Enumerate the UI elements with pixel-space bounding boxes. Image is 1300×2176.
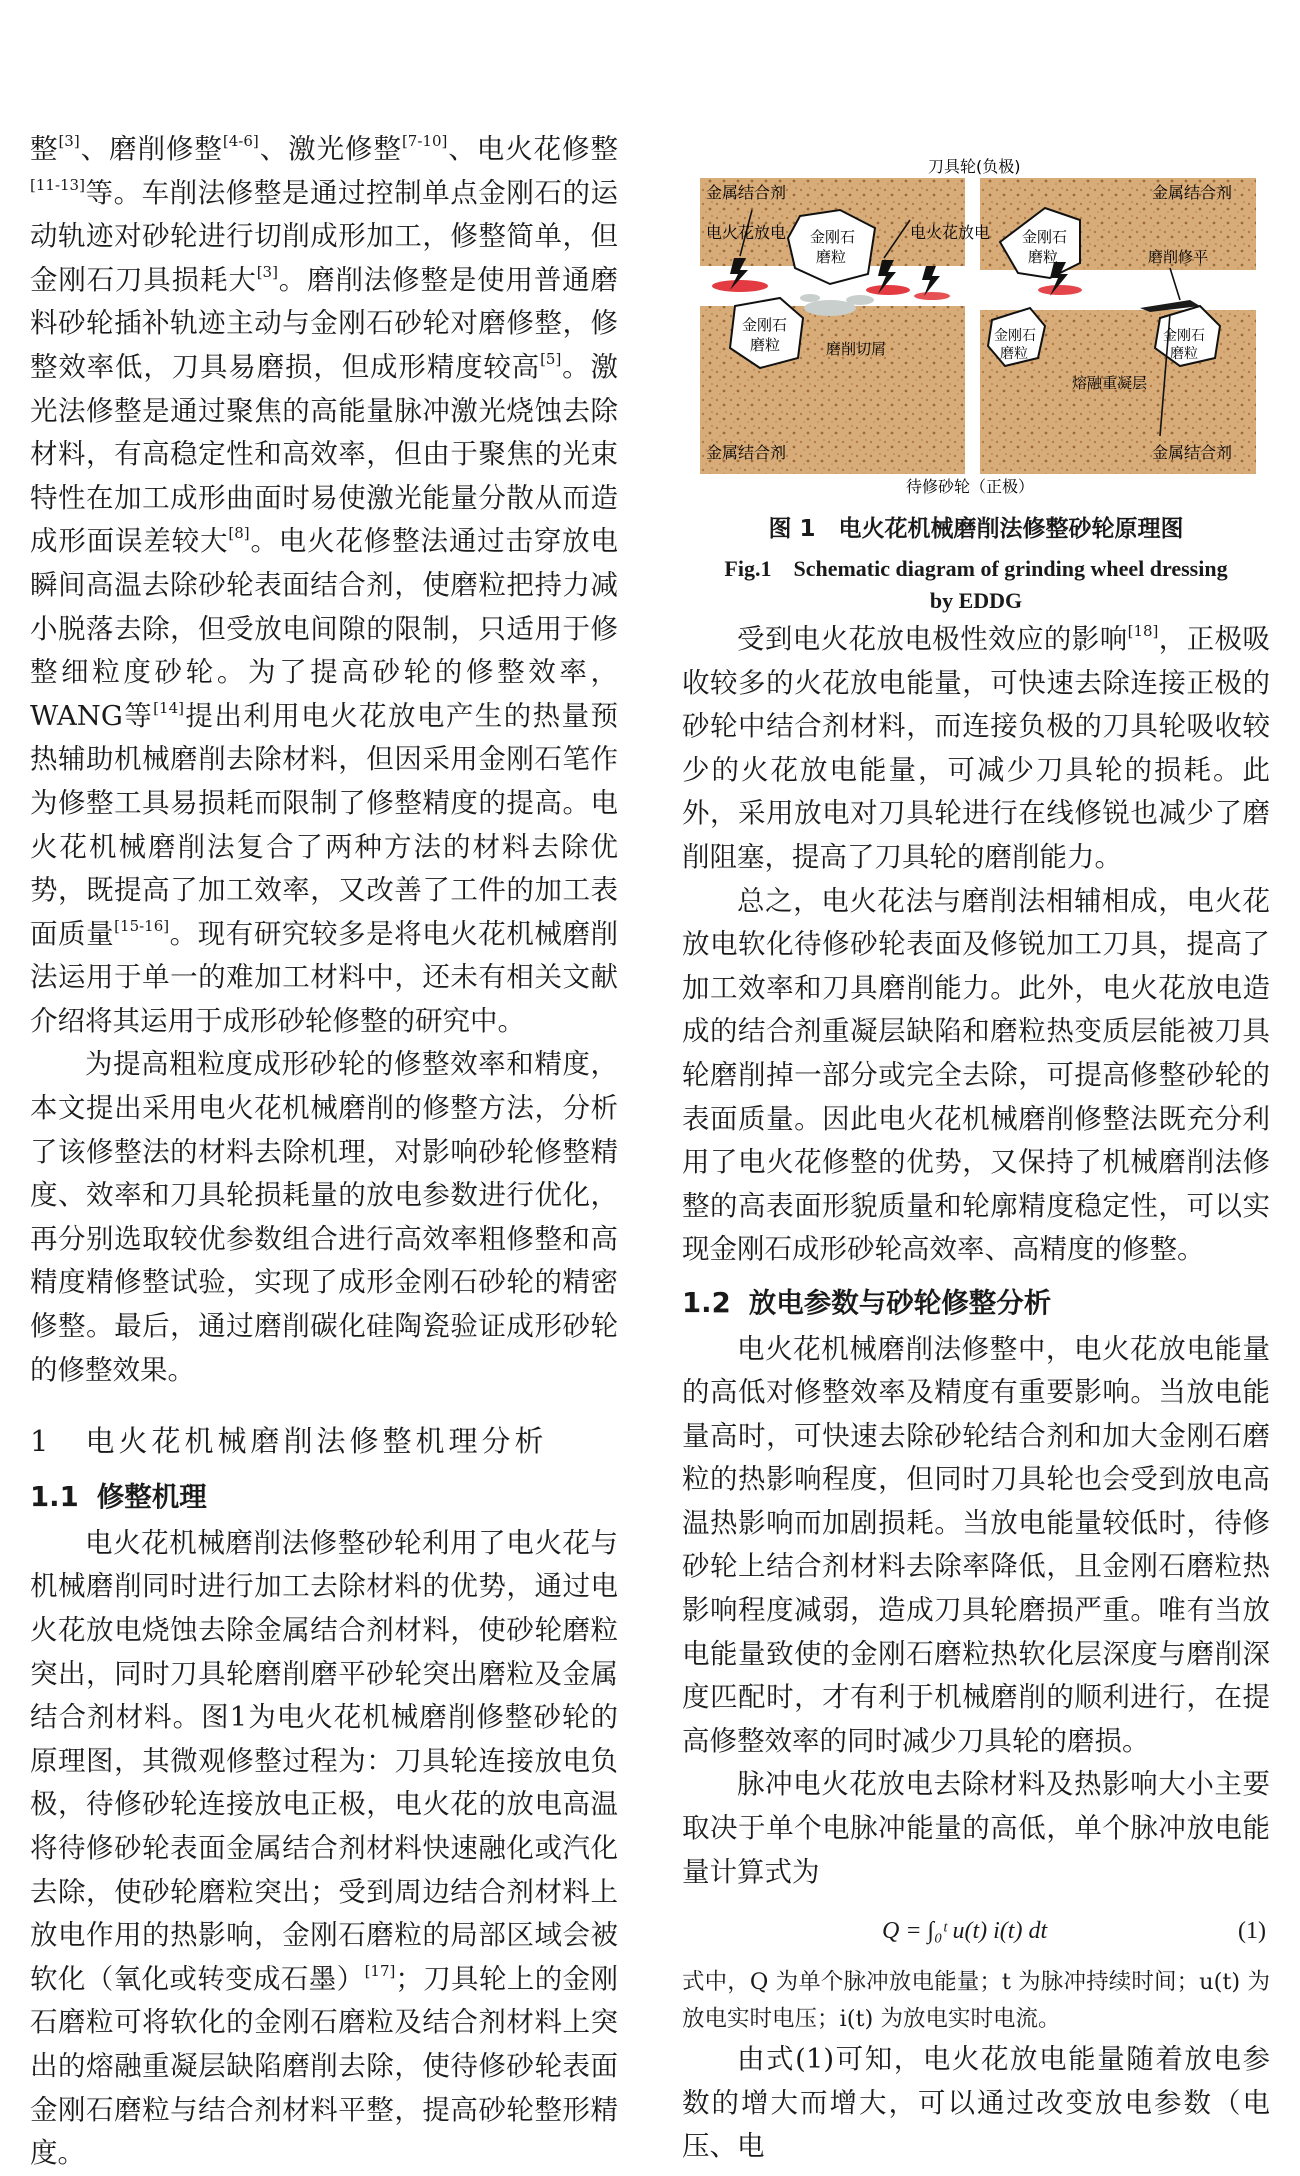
- equation-1: [682, 1900, 1270, 1962]
- citation: [17]: [364, 1961, 396, 1980]
- figure-1: [700, 158, 1256, 498]
- label-metal-bond-tl: 金属结合剂: [706, 183, 787, 202]
- text-run: 电火花机械磨削法修整砂轮利用了电火花与机械磨削同时进行加工去除材料的优势，通过电火花放电烧蚀去除金属结合剂材料，使砂轮磨粒突出，同时刀具轮磨削磨平砂轮突出磨粒及金属结合剂材料。图1为电火花机械磨削修整砂轮的原理图，其微观修整过程为：刀具轮连接放电负极，待修砂轮连接放电正极，电火花的放电高温将待修砂轮表面金属结合剂材料快速融化或汽化去除，使砂轮磨粒突出；受到周边结合剂材料上放电作用的热影响，金刚石磨粒的局部区域会被软化（氧化或转变成石墨）: [30, 1526, 618, 1995]
- section-number: 1: [30, 1424, 53, 1459]
- citation: [3]: [256, 262, 278, 281]
- subsection-title: 修整机理: [96, 1481, 207, 1514]
- equation-number: (1): [1238, 1918, 1266, 1945]
- text-run: 。激光法修整是通过聚焦的高能量脉冲激光烧蚀去除材料，有高稳定性和高效率，但由于聚焦的光束特性在加工成形曲面时易使激光能量分散从而造成形面误差较大: [30, 350, 619, 558]
- figure-caption-cn: 图 1 电火花机械磨削法修整砂轮原理图: [768, 516, 1184, 542]
- caption-en-line-2: by EDDG: [929, 588, 1023, 613]
- label-grain-b-1: 金刚石: [1022, 228, 1068, 246]
- citation: [4-6]: [222, 132, 259, 150]
- grain-a: [788, 210, 875, 284]
- text-run: 、激光修整: [258, 133, 402, 165]
- label-grain-b-2: 磨粒: [1028, 248, 1059, 266]
- label-grinding-level: 磨削修平: [1148, 248, 1209, 266]
- citation: [15-16]: [114, 916, 170, 935]
- label-grain-c-1: 金刚石: [742, 316, 788, 334]
- citation: [11-13]: [30, 175, 85, 194]
- caption-en-line-1: Fig.1 Schematic diagram of grinding wheel dressing: [724, 556, 1228, 581]
- spark-glow-left: [712, 280, 768, 292]
- polarity-paragraph: [682, 618, 1270, 880]
- left-column: [30, 128, 618, 2176]
- subsection-title: 放电参数与砂轮修整分析: [748, 1286, 1052, 1319]
- center-gap: [965, 158, 980, 498]
- text-run: 等。车削法修整是通过控制单点金刚石的运动轨迹对砂轮进行切削成形加工，修整简单，但金刚石刀具损耗大: [30, 176, 618, 296]
- subsection-heading-1-2: [682, 1282, 1270, 1326]
- text-run: ；刀具轮上的金刚石磨粒可将软化的金刚石磨粒及结合剂材料上突出的熔融重凝层缺陷磨削去除，使待修砂轮表面金刚石磨粒与结合剂材料平整，提高砂轮整形精度。: [30, 1962, 619, 2170]
- conclusion-paragraph: 由式(1)可知，电火花放电能量随着放电参数的增大而增大，可以通过改变放电参数（电压、电: [682, 2043, 1270, 2163]
- summary-paragraph: 总之，电火花法与磨削法相辅相成，电火花放电软化待修砂轮表面及修锐加工刀具，提高了加工效率和刀具磨削能力。此外，电火花放电造成的结合剂重凝层缺陷和磨粒热变质层能被刀具轮磨削掉一部分或完全去除，可提高修整砂轮的表面质量。因此电火花机械磨削修整法既充分利用了电火花修整的优势，又保持了机械磨削法修整的高表面形貌质量和轮廓精度稳定性，可以实现金刚石成形砂轮高效率、高精度的修整。: [682, 884, 1270, 1266]
- mechanism-paragraph: [30, 1522, 618, 2176]
- citation: [7-10]: [401, 132, 448, 150]
- label-metal-bond-tr: 金属结合剂: [1152, 183, 1233, 202]
- citation: [14]: [153, 698, 184, 717]
- label-grain-d-2: 磨粒: [1000, 346, 1028, 362]
- symbol-definitions: 式中，Q 为单个脉冲放电能量；t 为脉冲持续时间；u(t) 为放电实时电压；i(t) 为放电实时电流。: [682, 1969, 1270, 2033]
- text-run: 整: [30, 133, 59, 165]
- pulse-paragraph: 脉冲电火花放电去除材料及热影响大小主要取决于单个电脉冲能量的高低，单个脉冲放电能量计算式为: [682, 1768, 1270, 1888]
- section-heading-1: [30, 1418, 618, 1464]
- text-run: 、电火花修整: [447, 133, 619, 165]
- eddg-schematic: [700, 158, 1256, 498]
- text-run: 提出利用电火花放电产生的热量预热辅助机械磨削去除材料，但因采用金刚石笔作为修整工具易损耗而限制了修整精度的提高。电火花机械磨削法复合了两种方法的材料去除优势，既提高了加工效率，又改善了工件的加工表面质量: [30, 699, 619, 950]
- label-grain-a-2: 磨粒: [816, 248, 847, 266]
- intro-paragraph: [30, 128, 618, 1043]
- text-run: ，正极吸收较多的火花放电能量，可快速去除连接正极的砂轮中结合剂材料，而连接负极的刀具轮吸收较少的火花放电能量，可减少刀具轮的损耗。此外，采用放电对刀具轮进行在线修锐也减少了磨削阻塞，提高了刀具轮的磨削能力。: [682, 623, 1271, 873]
- text-run: 。现有研究较多是将电火花机械磨削法运用于单一的难加工材料中，还未有相关文献介绍将其运用于成形砂轮修整的研究中。: [30, 917, 619, 1037]
- figure-caption-en: [682, 553, 1270, 617]
- label-grain-d-1: 金刚石: [994, 328, 1036, 344]
- label-spark-mid: 电火花放电: [910, 223, 991, 242]
- label-grain-a-1: 金刚石: [810, 228, 856, 246]
- label-grain-e-2: 磨粒: [1170, 346, 1198, 362]
- section-title: 电火花机械磨削法修整机理分析: [85, 1424, 548, 1459]
- right-column: [682, 618, 1270, 2169]
- energy-paragraph: 电火花机械磨削法修整中，电火花放电能量的高低对修整效率及精度有重要影响。当放电能量高时，可快速去除砂轮结合剂和加大金刚石磨粒的热影响程度，但同时刀具轮也会受到放电高温热影响而加剧损耗。当放电能量较低时，待修砂轮上结合剂材料去除率降低，且金刚石磨粒热影响程度减弱，造成刀具轮磨损严重。唯有当放电能量致使的金刚石磨粒热软化层深度与磨削深度匹配时，才有利于机械磨削的顺利进行，在提高修整效率的同时减少刀具轮的磨损。: [682, 1332, 1270, 1757]
- label-tool-wheel: 刀具轮(负极): [928, 158, 1021, 176]
- label-metal-bond-br: 金属结合剂: [1152, 443, 1233, 462]
- text-run: 。电火花修整法通过击穿放电瞬间高温去除砂轮表面结合剂，使磨粒把持力减小脱落去除，但受放电间隙的限制，只适用于修整细粒度砂轮。为了提高砂轮的修整效率，WANG等: [30, 525, 619, 732]
- citation: [5]: [540, 349, 562, 368]
- citation: [18]: [1127, 622, 1159, 640]
- label-spark-left: 电火花放电: [706, 223, 787, 242]
- spark-glow-mid: [866, 285, 910, 295]
- label-wheel: 待修砂轮（正极）: [906, 477, 1035, 496]
- subsection-number: 1.2: [682, 1286, 731, 1319]
- subsection-heading-1-1: [30, 1476, 618, 1520]
- label-recast: 熔融重凝层: [1072, 374, 1148, 392]
- equation-body: Q = ∫₀ᵗ u(t) i(t) dt: [882, 1918, 1048, 1945]
- label-grain-e-1: 金刚石: [1163, 328, 1205, 344]
- label-metal-bond-bl: 金属结合剂: [706, 443, 787, 462]
- text-run: 受到电火花放电极性效应的影响: [737, 623, 1128, 655]
- text-run: 。磨削法修整是使用普通磨料砂轮插补轨迹主动与金刚石砂轮对磨修整，修整效率低，刀具易磨损，但成形精度较高: [30, 263, 619, 383]
- label-chips: 磨削切屑: [826, 340, 887, 358]
- citation: [3]: [58, 132, 80, 150]
- subsection-number: 1.1: [30, 1481, 79, 1514]
- text-run: 、磨削修整: [79, 133, 223, 165]
- label-grain-c-2: 磨粒: [750, 336, 781, 354]
- citation: [8]: [228, 524, 250, 543]
- aim-paragraph: 为提高粗粒度成形砂轮的修整效率和精度，本文提出采用电火花机械磨削的修整方法，分析了该修整法的材料去除机理，对影响砂轮修整精度、效率和刀具轮损耗量的放电参数进行优化，再分别选取较优参数组合进行高效率粗修整和高精度精修整试验，实现了成形金刚石砂轮的精密修整。最后，通过磨削碳化硅陶瓷验证成形砂轮的修整效果。: [30, 1048, 618, 1386]
- spark-glow-right: [914, 292, 950, 300]
- spark-glow-far-right: [1038, 285, 1082, 295]
